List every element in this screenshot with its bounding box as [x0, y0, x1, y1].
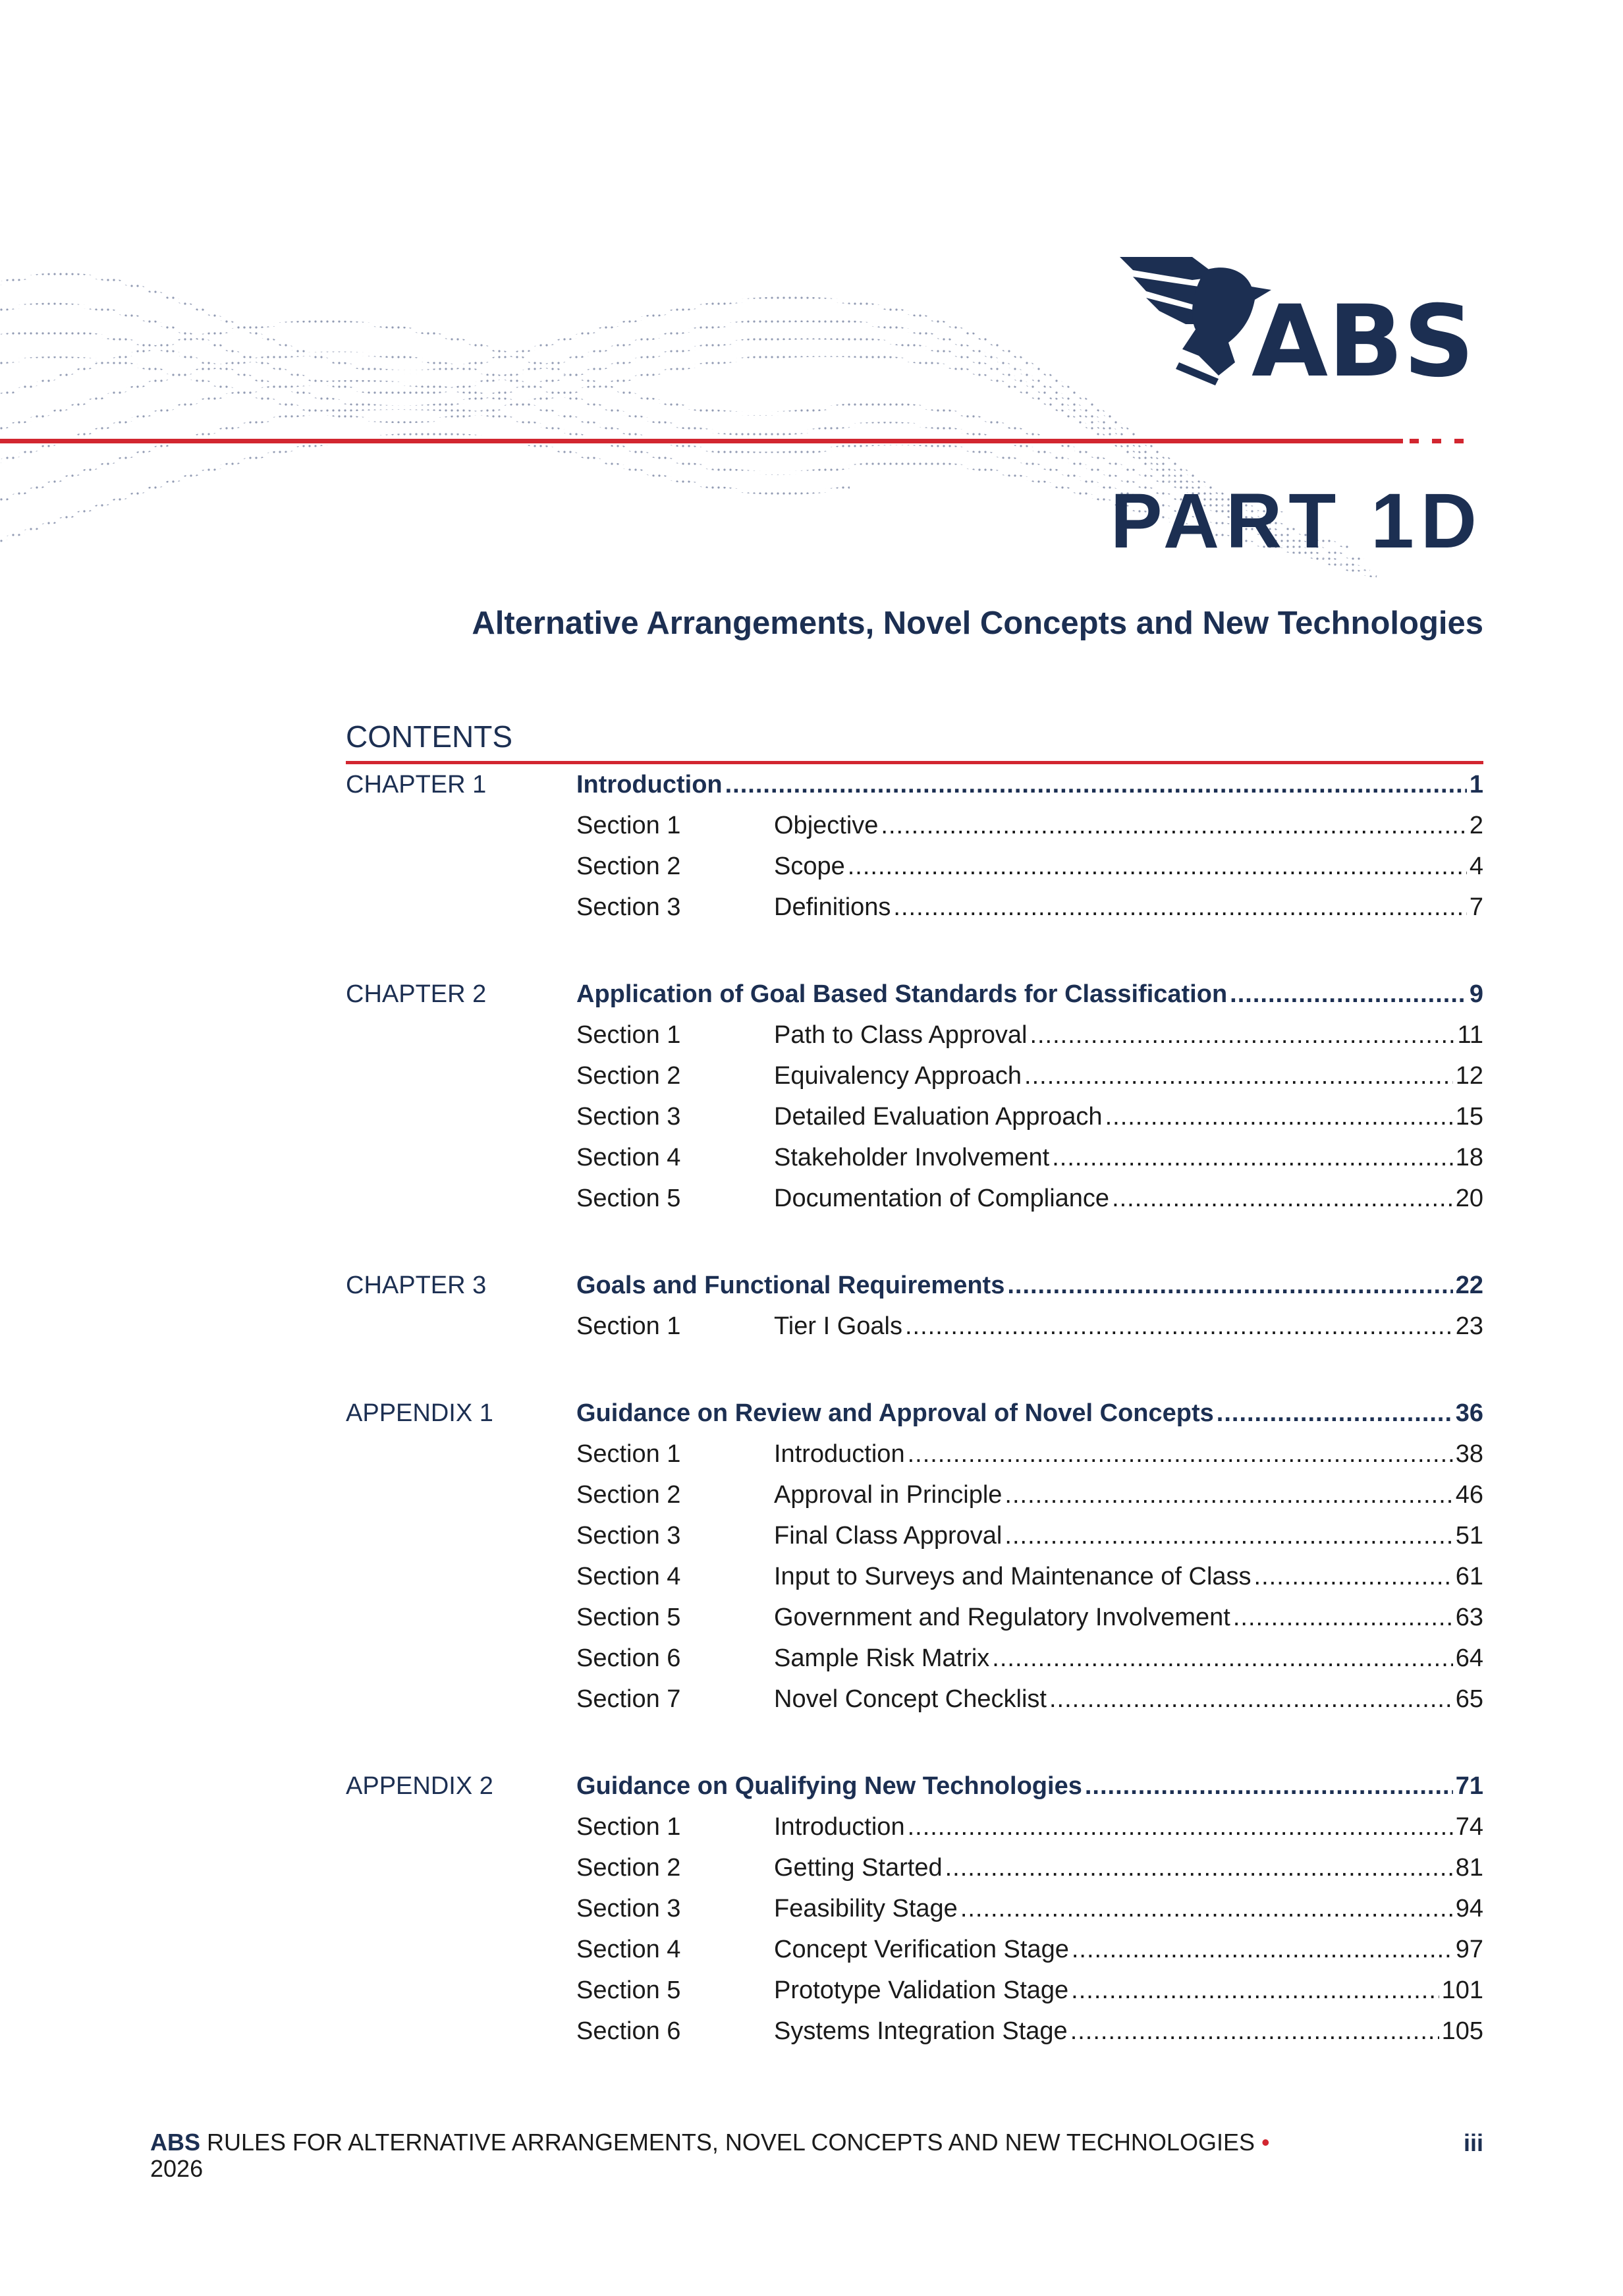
- toc-chapter-label: APPENDIX 1: [346, 1399, 493, 1427]
- toc-section-label: Section 1: [576, 1812, 681, 1841]
- toc-section-row[interactable]: [346, 1929, 1483, 1970]
- toc-section-title: Introduction: [774, 1440, 905, 1468]
- toc-section-page: 74: [1455, 1812, 1483, 1841]
- toc-section-title: Feasibility Stage: [774, 1894, 958, 1922]
- toc-leader-dots: [1004, 1522, 1452, 1550]
- footer-page-number: iii: [1463, 2129, 1483, 2156]
- part-title: PART 1D: [1110, 478, 1483, 565]
- toc-section-title: Equivalency Approach: [774, 1061, 1022, 1090]
- toc-chapter-label: APPENDIX 2: [346, 1772, 493, 1800]
- toc-leader-dots: [881, 812, 1466, 840]
- toc-leader-dots: [1233, 1604, 1453, 1632]
- toc-leader-dots: [1004, 1481, 1452, 1509]
- toc-chapter-title: Introduction: [576, 770, 723, 798]
- toc-leader-dots: [1007, 1272, 1452, 1300]
- toc-chapter-title: Goals and Functional Requirements: [576, 1271, 1005, 1299]
- toc-section-title: Input to Surveys and Maintenance of Class: [774, 1562, 1252, 1590]
- toc-chapter-row[interactable]: [346, 974, 1483, 1015]
- toc-section-page: 81: [1455, 1853, 1483, 1882]
- toc-section-page: 12: [1455, 1061, 1483, 1090]
- toc-leader-dots: [1105, 1103, 1453, 1131]
- toc-section-page: 23: [1455, 1312, 1483, 1340]
- toc-leader-dots: [908, 1813, 1453, 1841]
- toc-section-title: Sample Risk Matrix: [774, 1644, 990, 1672]
- toc-section-label: Section 4: [576, 1562, 681, 1590]
- toc-section-label: Section 5: [576, 1603, 681, 1631]
- toc-block: [346, 1766, 1483, 2052]
- toc-section-title: Stakeholder Involvement: [774, 1143, 1050, 1171]
- toc-section-title: Tier I Goals: [774, 1312, 902, 1340]
- toc-leader-dots: [1024, 1062, 1453, 1090]
- toc-section-label: Section 2: [576, 1061, 681, 1090]
- toc-leader-dots: [1071, 1976, 1439, 2005]
- toc-section-page: 38: [1455, 1440, 1483, 1468]
- toc-section-page: 64: [1455, 1644, 1483, 1672]
- toc-leader-dots: [992, 1644, 1452, 1673]
- toc-leader-dots: [1254, 1563, 1453, 1591]
- toc-section-title: Getting Started: [774, 1853, 943, 1882]
- toc-section-page: 4: [1469, 852, 1483, 880]
- toc-leader-dots: [908, 1440, 1453, 1469]
- toc-section-label: Section 2: [576, 1853, 681, 1882]
- toc-section-row[interactable]: [346, 1847, 1483, 1888]
- toc-section-label: Section 1: [576, 1021, 681, 1049]
- toc-section-row[interactable]: [346, 1597, 1483, 1638]
- header-red-rule: [0, 439, 1403, 443]
- toc-section-row[interactable]: [346, 1474, 1483, 1515]
- toc-block: [346, 764, 1483, 928]
- toc-section-row[interactable]: [346, 805, 1483, 846]
- toc-block: [346, 1265, 1483, 1347]
- toc-section-label: Section 5: [576, 1976, 681, 2004]
- toc-section-row[interactable]: [346, 887, 1483, 928]
- toc-leader-dots: [848, 853, 1467, 881]
- toc-leader-dots: [1230, 980, 1467, 1009]
- toc-section-label: Section 2: [576, 852, 681, 880]
- toc-section-title: Novel Concept Checklist: [774, 1685, 1047, 1713]
- toc-section-page: 61: [1455, 1562, 1483, 1590]
- toc-leader-dots: [1070, 2017, 1439, 2046]
- toc-section-row[interactable]: [346, 1556, 1483, 1597]
- toc-section-title: Final Class Approval: [774, 1521, 1003, 1550]
- toc-section-page: 65: [1455, 1685, 1483, 1713]
- toc-section-page: 11: [1457, 1021, 1483, 1049]
- toc-section-title: Detailed Evaluation Approach: [774, 1102, 1103, 1131]
- toc-section-row[interactable]: [346, 1679, 1483, 1720]
- toc-leader-dots: [1072, 1936, 1453, 1964]
- toc-section-row[interactable]: [346, 1638, 1483, 1679]
- toc-section-title: Prototype Validation Stage: [774, 1976, 1069, 2004]
- toc-section-title: Approval in Principle: [774, 1480, 1003, 1509]
- page-footer: [150, 2129, 1483, 2181]
- toc-chapter-page: 36: [1455, 1399, 1483, 1427]
- toc-section-page: 46: [1455, 1480, 1483, 1509]
- toc-chapter-label: CHAPTER 1: [346, 770, 487, 798]
- toc-leader-dots: [725, 771, 1467, 799]
- toc-leader-dots: [1112, 1185, 1453, 1213]
- toc-section-label: Section 4: [576, 1143, 681, 1171]
- toc-leader-dots: [1085, 1772, 1453, 1801]
- toc-section-row[interactable]: [346, 2011, 1483, 2052]
- toc-leader-dots: [1052, 1144, 1452, 1172]
- toc-chapter-title: Guidance on Qualifying New Technologies: [576, 1772, 1082, 1800]
- toc-chapter-row[interactable]: [346, 1766, 1483, 1806]
- toc-section-title: Objective: [774, 811, 879, 839]
- toc-chapter-row[interactable]: [346, 1265, 1483, 1306]
- toc-section-label: Section 3: [576, 1894, 681, 1922]
- toc-chapter-page: 71: [1455, 1772, 1483, 1800]
- toc-leader-dots: [1217, 1399, 1453, 1428]
- toc-section-page: 94: [1455, 1894, 1483, 1922]
- toc-section-label: Section 3: [576, 1521, 681, 1550]
- toc-section-title: Scope: [774, 852, 845, 880]
- toc-section-page: 2: [1469, 811, 1483, 839]
- toc-section-label: Section 2: [576, 1480, 681, 1509]
- toc-chapter-page: 1: [1469, 770, 1483, 798]
- toc-chapter-label: CHAPTER 3: [346, 1271, 487, 1299]
- toc-chapter-row[interactable]: [346, 1393, 1483, 1434]
- toc-section-row[interactable]: [346, 1434, 1483, 1474]
- toc-section-page: 20: [1455, 1184, 1483, 1212]
- toc-section-page: 63: [1455, 1603, 1483, 1631]
- toc-section-label: Section 6: [576, 2017, 681, 2045]
- toc-section-page: 97: [1455, 1935, 1483, 1963]
- toc-leader-dots: [1030, 1021, 1454, 1050]
- toc-section-page: 15: [1455, 1102, 1483, 1131]
- toc-section-label: Section 3: [576, 893, 681, 921]
- toc-section-page: 105: [1441, 2017, 1483, 2045]
- footer-title: RULES FOR ALTERNATIVE ARRANGEMENTS, NOVEL CONCEPTS AND NEW TECHNOLOGIES: [200, 2129, 1261, 2156]
- toc-chapter-page: 9: [1469, 980, 1483, 1008]
- toc-section-row[interactable]: [346, 1515, 1483, 1556]
- toc-section-title: Definitions: [774, 893, 891, 921]
- toc-block: [346, 1393, 1483, 1720]
- toc-section-title: Government and Regulatory Involvement: [774, 1603, 1230, 1631]
- toc-section-label: Section 1: [576, 1312, 681, 1340]
- toc-section-row[interactable]: [346, 1970, 1483, 2011]
- header-red-dashes: [1410, 439, 1464, 443]
- part-subtitle: Alternative Arrangements, Novel Concepts and New Technologies: [472, 605, 1483, 641]
- toc-section-label: Section 1: [576, 811, 681, 839]
- table-of-contents: [346, 764, 1483, 2098]
- toc-section-page: 101: [1441, 1976, 1483, 2004]
- footer-brand: ABS: [150, 2129, 201, 2156]
- abs-eagle-logo: [1120, 250, 1475, 395]
- toc-chapter-row[interactable]: [346, 764, 1483, 805]
- toc-chapter-page: 22: [1455, 1271, 1483, 1299]
- toc-leader-dots: [960, 1895, 1453, 1923]
- toc-section-row[interactable]: [346, 1096, 1483, 1137]
- toc-leader-dots: [1049, 1685, 1453, 1714]
- toc-chapter-label: CHAPTER 2: [346, 980, 487, 1008]
- toc-section-label: Section 5: [576, 1184, 681, 1212]
- toc-section-title: Documentation of Compliance: [774, 1184, 1110, 1212]
- toc-chapter-title: Application of Goal Based Standards for Classification: [576, 980, 1228, 1008]
- toc-section-row[interactable]: [346, 1055, 1483, 1096]
- toc-section-page: 7: [1469, 893, 1483, 921]
- toc-section-title: Systems Integration Stage: [774, 2017, 1068, 2045]
- toc-section-row[interactable]: [346, 1137, 1483, 1178]
- toc-section-title: Path to Class Approval: [774, 1021, 1028, 1049]
- contents-heading: CONTENTS: [346, 719, 512, 754]
- toc-section-row[interactable]: [346, 1806, 1483, 1847]
- toc-section-title: Concept Verification Stage: [774, 1935, 1069, 1963]
- toc-section-row[interactable]: [346, 846, 1483, 887]
- toc-chapter-title: Guidance on Review and Approval of Novel Concepts: [576, 1399, 1214, 1427]
- toc-section-row[interactable]: [346, 1306, 1483, 1347]
- toc-section-label: Section 4: [576, 1935, 681, 1963]
- toc-block: [346, 974, 1483, 1219]
- toc-section-page: 18: [1455, 1143, 1483, 1171]
- toc-section-row[interactable]: [346, 1888, 1483, 1929]
- toc-section-label: Section 6: [576, 1644, 681, 1672]
- toc-leader-dots: [945, 1854, 1453, 1882]
- svg-text:ABS: ABS: [1252, 285, 1475, 395]
- toc-leader-dots: [905, 1312, 1453, 1341]
- toc-section-label: Section 1: [576, 1440, 681, 1468]
- toc-section-title: Introduction: [774, 1812, 905, 1841]
- toc-section-page: 51: [1455, 1521, 1483, 1550]
- toc-section-label: Section 3: [576, 1102, 681, 1131]
- toc-section-row[interactable]: [346, 1015, 1483, 1055]
- footer-bullet: •: [1261, 2129, 1270, 2156]
- toc-section-label: Section 7: [576, 1685, 681, 1713]
- toc-leader-dots: [893, 893, 1466, 922]
- footer-year: 2026: [150, 2154, 204, 2182]
- toc-section-row[interactable]: [346, 1178, 1483, 1219]
